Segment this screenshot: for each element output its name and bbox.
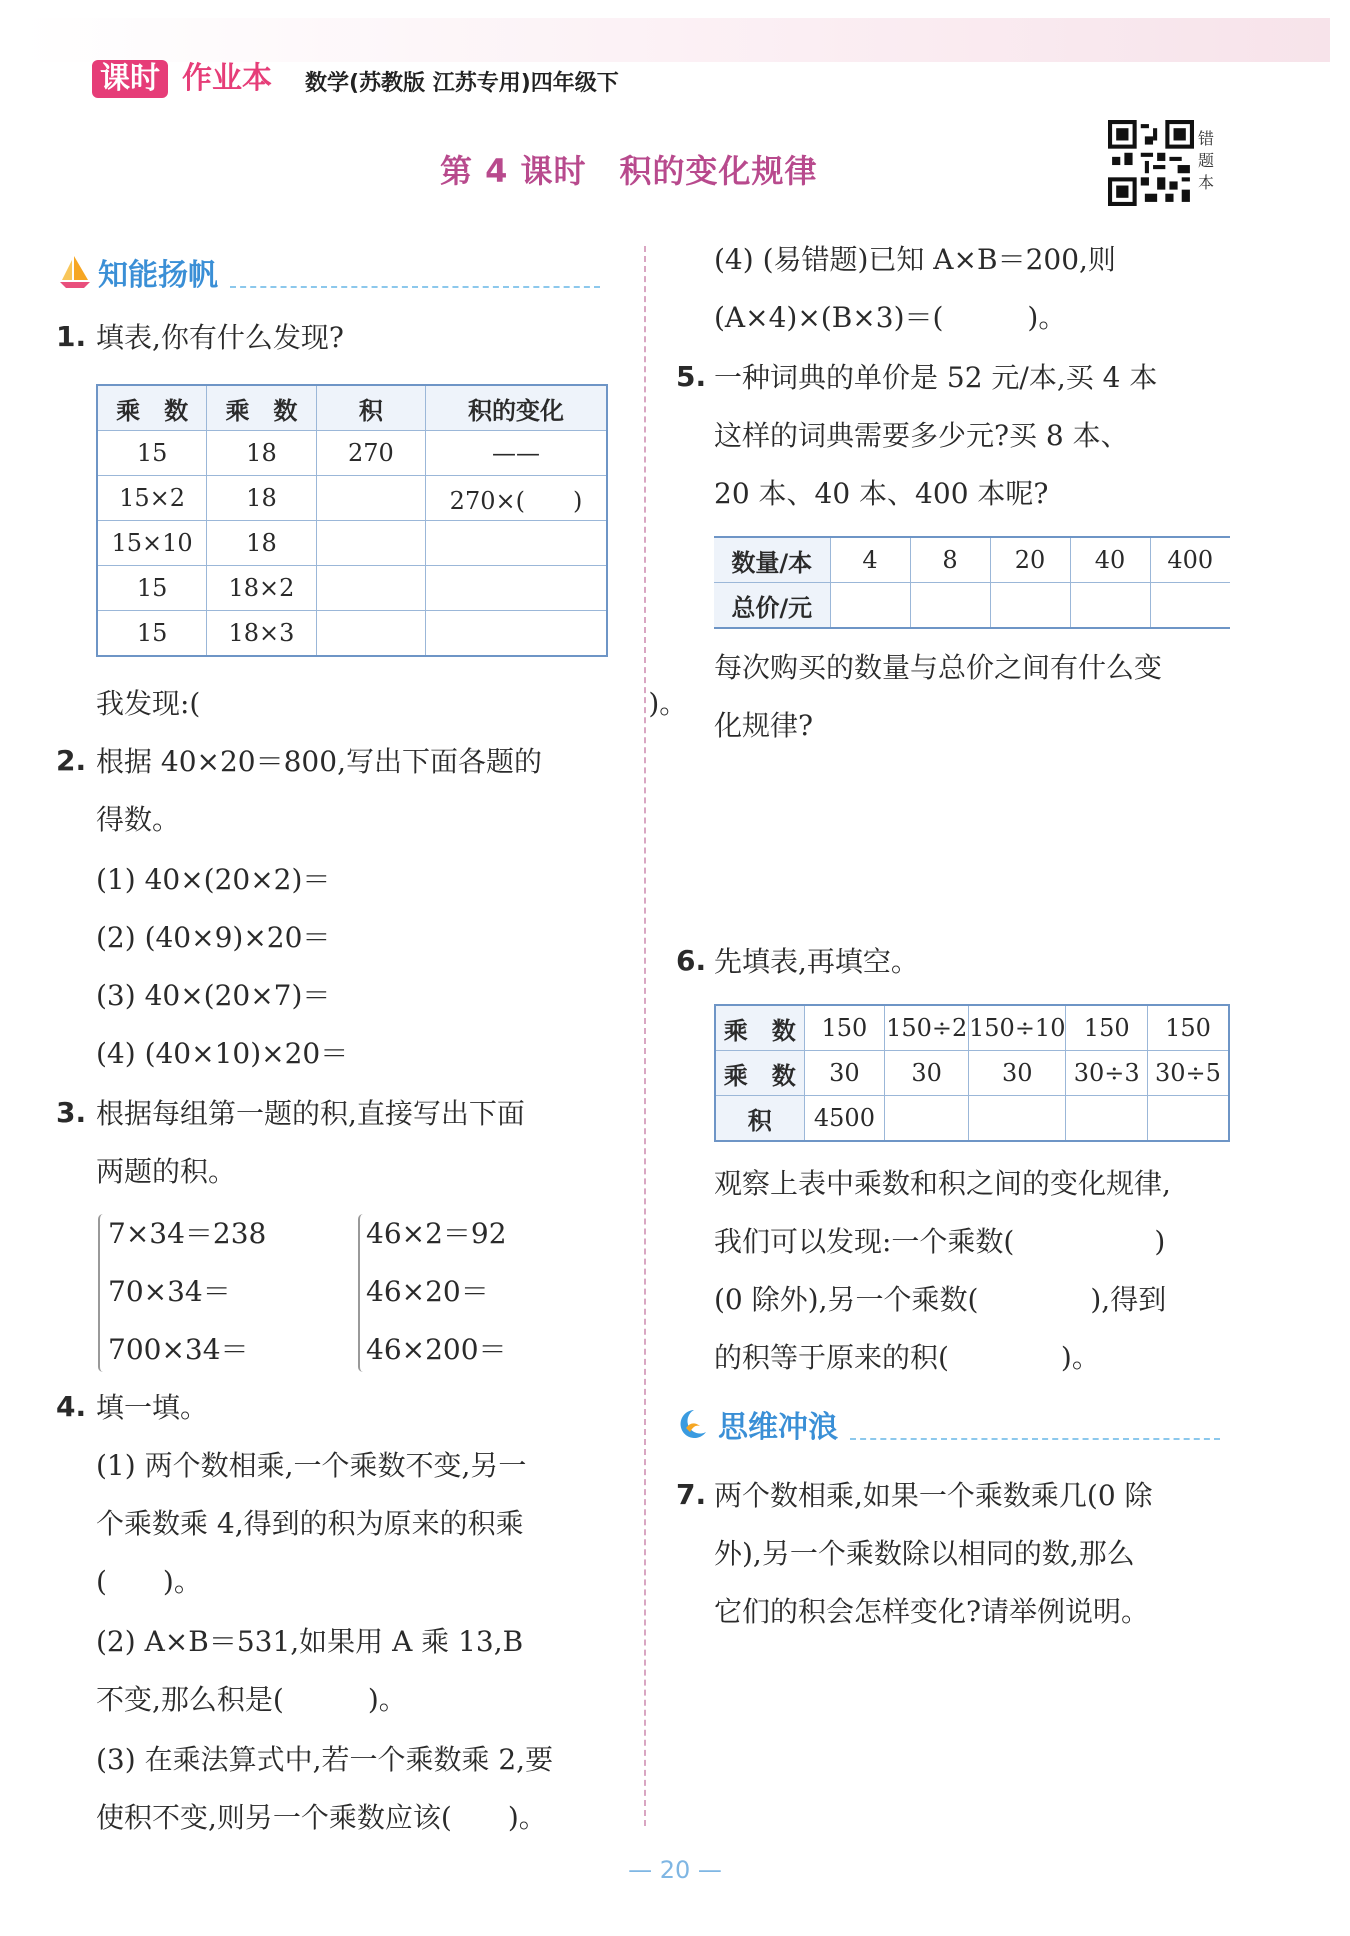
section-title-basic: 知能扬帆 xyxy=(98,258,218,293)
q6-blank[interactable]: 的积等于原来的积( )。 xyxy=(714,1341,1100,1374)
answer-cell[interactable] xyxy=(1066,1096,1147,1142)
qr-code-icon[interactable] xyxy=(1108,120,1194,206)
answer-cell[interactable] xyxy=(990,583,1070,629)
table-cell: 150÷2 xyxy=(885,1005,969,1051)
table-cell: 30÷5 xyxy=(1147,1051,1229,1096)
table-row xyxy=(97,431,607,476)
header-cell: 积 xyxy=(715,1096,804,1142)
q2-item[interactable]: (1) 40×(20×2)＝ xyxy=(96,863,331,896)
header-band xyxy=(20,18,1330,62)
q4-line: (2) A×B＝531,如果用 A 乘 13,B xyxy=(96,1625,524,1658)
q4-line: (1) 两个数相乘,一个乘数不变,另一 xyxy=(96,1449,527,1482)
q1-found-answer[interactable]: 我发现:( )。 xyxy=(96,687,688,720)
table-cell: 30 xyxy=(804,1051,885,1096)
answer-cell[interactable] xyxy=(910,583,990,629)
question-text: 根据每组第一题的积,直接写出下面 xyxy=(96,1097,525,1130)
q5-table xyxy=(714,536,1230,629)
table-row xyxy=(97,611,607,657)
table-cell: 30 xyxy=(885,1051,969,1096)
table-cell: 18 xyxy=(207,476,317,521)
q4-item4-line: (4) (易错题)已知 A×B＝200,则 xyxy=(714,243,1116,276)
q6-blank[interactable]: (0 除外),另一个乘数( ),得到 xyxy=(714,1283,1167,1316)
table-cell: 40 xyxy=(1070,537,1150,583)
q6-table xyxy=(714,1004,1230,1142)
header-cell: 乘 数 xyxy=(207,385,317,431)
table-header-row xyxy=(97,385,607,431)
question-number: 2. xyxy=(56,744,87,777)
table-cell: 30 xyxy=(969,1051,1066,1096)
table-cell: —— xyxy=(426,431,608,476)
table-cell: 8 xyxy=(910,537,990,583)
question-text: 填表,你有什么发现? xyxy=(96,321,344,354)
table-cell: 15 xyxy=(97,611,207,657)
table-row xyxy=(715,1051,1229,1096)
question-text: 这样的词典需要多少元?买 8 本、 xyxy=(714,419,1129,452)
table-cell: 15 xyxy=(97,431,207,476)
table-cell: 270 xyxy=(316,431,425,476)
q4-item4-blank[interactable]: (A×4)×(B×3)＝( )。 xyxy=(714,301,1067,334)
question-number: 7. xyxy=(676,1478,707,1511)
table-row xyxy=(97,521,607,566)
answer-cell[interactable] xyxy=(1150,583,1230,629)
q4-blank[interactable]: 不变,那么积是( )。 xyxy=(96,1683,407,1716)
question-text: 填一填。 xyxy=(96,1391,209,1424)
q1-table xyxy=(96,384,608,657)
table-cell: 15 xyxy=(97,566,207,611)
sailboat-icon xyxy=(58,254,92,290)
table-cell: 18×2 xyxy=(207,566,317,611)
lesson-title: 第 4 课时 积的变化规律 xyxy=(440,152,818,190)
answer-cell[interactable] xyxy=(830,583,910,629)
header-cell: 乘 数 xyxy=(715,1005,804,1051)
header-cell: 乘 数 xyxy=(715,1051,804,1096)
answer-cell[interactable] xyxy=(426,566,608,611)
question-text: 根据 40×20＝800,写出下面各题的 xyxy=(96,745,542,778)
q4-blank[interactable]: ( )。 xyxy=(96,1565,202,1598)
q6-blank[interactable]: 我们可以发现:一个乘数( ) xyxy=(714,1225,1166,1258)
q4-blank[interactable]: 使积不变,则另一个乘数应该( )。 xyxy=(96,1801,547,1834)
question-number: 3. xyxy=(56,1096,87,1129)
answer-cell[interactable] xyxy=(1147,1096,1229,1142)
answer-cell[interactable] xyxy=(426,521,608,566)
section-underline xyxy=(230,286,600,288)
answer-cell[interactable] xyxy=(426,611,608,657)
table-row xyxy=(714,583,1230,629)
table-cell: 18 xyxy=(207,521,317,566)
table-cell: 150 xyxy=(804,1005,885,1051)
table-row xyxy=(715,1005,1229,1051)
q6-line: 观察上表中乘数和积之间的变化规律, xyxy=(714,1167,1171,1200)
answer-cell[interactable] xyxy=(316,566,425,611)
table-cell: 15×2 xyxy=(97,476,207,521)
answer-cell[interactable] xyxy=(1070,583,1150,629)
answer-cell[interactable] xyxy=(885,1096,969,1142)
table-row xyxy=(715,1096,1229,1142)
section-underline xyxy=(850,1438,1220,1440)
q4-line: 个乘数乘 4,得到的积为原来的积乘 xyxy=(96,1507,524,1540)
question-text: 一种词典的单价是 52 元/本,买 4 本 xyxy=(714,361,1158,394)
question-number: 1. xyxy=(56,320,87,353)
question-text: 化规律? xyxy=(714,709,814,742)
question-text: 先填表,再填空。 xyxy=(714,945,919,978)
header-cell: 数量/本 xyxy=(714,537,830,583)
brace-left xyxy=(98,1214,108,1372)
table-cell: 18×3 xyxy=(207,611,317,657)
table-cell: 4500 xyxy=(804,1096,885,1142)
question-text: 20 本、40 本、400 本呢? xyxy=(714,477,1049,510)
answer-cell[interactable]: 270×( ) xyxy=(426,476,608,521)
book-info: 数学(苏教版 江苏专用)四年级下 xyxy=(305,71,619,96)
logo-text: 作业本 xyxy=(182,61,272,96)
section-title-advanced: 思维冲浪 xyxy=(718,1410,838,1445)
question-number: 4. xyxy=(56,1390,87,1423)
page-number: — 20 — xyxy=(628,1856,722,1884)
qr-label: 错题本 xyxy=(1198,129,1215,192)
answer-cell[interactable] xyxy=(316,521,425,566)
table-cell: 30÷3 xyxy=(1066,1051,1147,1096)
q3-b-item[interactable]: 46×200＝ xyxy=(366,1333,507,1366)
table-cell: 4 xyxy=(830,537,910,583)
column-divider xyxy=(644,246,646,1826)
q2-item[interactable]: (2) (40×9)×20＝ xyxy=(96,921,331,954)
table-cell: 15×10 xyxy=(97,521,207,566)
header-cell: 乘 数 xyxy=(97,385,207,431)
table-row xyxy=(714,537,1230,583)
q4-line: (3) 在乘法算式中,若一个乘数乘 2,要 xyxy=(96,1743,554,1776)
header-cell: 积 xyxy=(316,385,425,431)
q3-b-given: 46×2＝92 xyxy=(366,1217,507,1250)
answer-cell[interactable] xyxy=(316,476,425,521)
q3-a-item[interactable]: 70×34＝ xyxy=(108,1275,231,1308)
table-cell: 18 xyxy=(207,431,317,476)
table-cell: 400 xyxy=(1150,537,1230,583)
answer-cell[interactable] xyxy=(969,1096,1066,1142)
table-cell: 150 xyxy=(1066,1005,1147,1051)
header-cell: 积的变化 xyxy=(426,385,608,431)
answer-cell[interactable] xyxy=(316,611,425,657)
wave-icon xyxy=(676,1406,710,1442)
table-row xyxy=(97,476,607,521)
question-number: 6. xyxy=(676,944,707,977)
header-cell: 总价/元 xyxy=(714,583,830,629)
question-text: 每次购买的数量与总价之间有什么变 xyxy=(714,651,1163,684)
logo-badge: 课时 xyxy=(92,60,168,98)
question-text: 它们的积会怎样变化?请举例说明。 xyxy=(714,1595,1150,1628)
question-text: 外),另一个乘数除以相同的数,那么 xyxy=(714,1537,1135,1570)
table-cell: 150÷10 xyxy=(969,1005,1066,1051)
q3-a-item[interactable]: 700×34＝ xyxy=(108,1333,249,1366)
question-number: 5. xyxy=(676,360,707,393)
table-cell: 20 xyxy=(990,537,1070,583)
q3-b-item[interactable]: 46×20＝ xyxy=(366,1275,489,1308)
question-text: 得数。 xyxy=(96,803,181,836)
table-cell: 150 xyxy=(1147,1005,1229,1051)
q3-a-given: 7×34＝238 xyxy=(108,1217,267,1250)
q2-item[interactable]: (3) 40×(20×7)＝ xyxy=(96,979,331,1012)
q2-item[interactable]: (4) (40×10)×20＝ xyxy=(96,1037,349,1070)
question-text: 两题的积。 xyxy=(96,1155,237,1188)
question-text: 两个数相乘,如果一个乘数乘几(0 除 xyxy=(714,1479,1153,1512)
table-row xyxy=(97,566,607,611)
